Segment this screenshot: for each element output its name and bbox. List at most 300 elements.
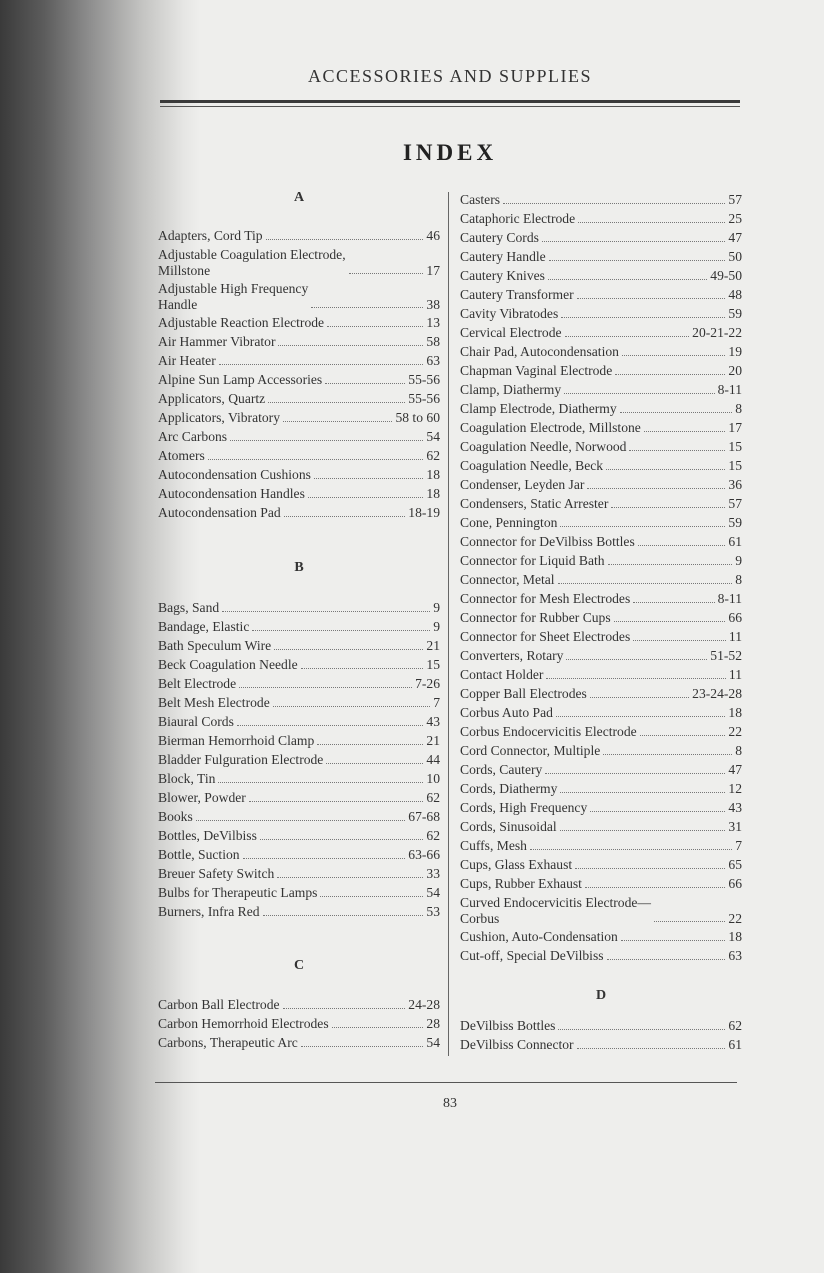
entry-term: Chapman Vaginal Electrode [460, 363, 613, 378]
dot-leader [263, 915, 424, 916]
entry-term: Converters, Rotary [460, 648, 564, 663]
dot-leader [566, 659, 707, 660]
index-entry [158, 674, 440, 693]
entry-page-number: 15 [728, 458, 742, 473]
dot-leader [260, 839, 424, 840]
entry-term: DeVilbiss Connector [460, 1037, 574, 1052]
entry-page-number: 13 [426, 315, 440, 330]
entry-term: Connector for Liquid Bath [460, 553, 605, 568]
index-entry [460, 874, 742, 893]
header-rule-thick [160, 100, 740, 103]
entry-term: Cautery Transformer [460, 287, 574, 302]
entry-page-number: 43 [728, 800, 742, 815]
entry-list [460, 190, 742, 965]
dot-leader [577, 1048, 726, 1049]
entry-page-number: 48 [728, 287, 742, 302]
entry-term: Applicators, Quartz [158, 391, 266, 406]
entry-page-number: 47 [728, 230, 742, 245]
dot-leader [320, 896, 423, 897]
running-head: ACCESSORIES AND SUPPLIES [307, 66, 593, 86]
entry-term: Biaural Cords [158, 714, 234, 729]
entry-term: Alpine Sun Lamp Accessories [158, 372, 323, 387]
index-entry [460, 608, 742, 627]
entry-term: Bladder Fulguration Electrode [158, 752, 324, 767]
entry-page-number: 63 [728, 948, 742, 963]
index-entry [158, 503, 440, 522]
dot-leader [556, 716, 726, 717]
index-entry [158, 750, 440, 769]
dot-leader [277, 877, 423, 878]
index-entry [460, 228, 742, 247]
dot-leader [565, 336, 690, 337]
entry-term: Cords, High Frequency [460, 800, 588, 815]
dot-leader [640, 735, 726, 736]
entry-term: Contact Holder [460, 667, 544, 682]
entry-term: Cataphoric Electrode [460, 211, 576, 226]
entry-page-number: 62 [728, 1018, 742, 1033]
entry-page-number: 22 [728, 724, 742, 739]
index-entry [158, 769, 440, 788]
index-entry [158, 788, 440, 807]
entry-page-number: 57 [728, 192, 742, 207]
dot-leader [615, 374, 725, 375]
entry-term: Adjustable Reaction Electrode [158, 315, 325, 330]
dot-leader [561, 317, 725, 318]
index-entry [158, 826, 440, 845]
dot-leader [578, 222, 725, 223]
index-entry [460, 266, 742, 285]
entry-term: Autocondensation Cushions [158, 467, 311, 482]
entry-page-number: 31 [728, 819, 742, 834]
index-entry [158, 389, 440, 408]
entry-page-number: 57 [728, 496, 742, 511]
entry-term: Condensers, Static Arrester [460, 496, 609, 511]
index-entry [158, 902, 440, 921]
entry-term: Autocondensation Pad [158, 505, 281, 520]
entry-term: Bierman Hemorrhoid Clamp [158, 733, 315, 748]
entry-page-number: 55-56 [408, 391, 440, 406]
entry-page-number: 15 [426, 657, 440, 672]
dot-leader [283, 421, 392, 422]
entry-term: Bags, Sand [158, 600, 220, 615]
entry-page-number: 54 [426, 429, 440, 444]
index-entry [158, 655, 440, 674]
entry-term: Beck Coagulation Needle [158, 657, 298, 672]
entry-term: Carbons, Therapeutic Arc [158, 1035, 298, 1050]
entry-term: Cords, Sinusoidal [460, 819, 557, 834]
index-entry [460, 209, 742, 228]
entry-page-number: 17 [728, 420, 742, 435]
entry-term: Air Hammer Vibrator [158, 334, 276, 349]
index-entry [460, 589, 742, 608]
entry-page-number: 58 to 60 [395, 410, 440, 425]
index-entry [158, 446, 440, 465]
index-entry [460, 532, 742, 551]
index-entry [460, 342, 742, 361]
dot-leader [545, 773, 725, 774]
dot-leader [621, 940, 726, 941]
index-entry [460, 361, 742, 380]
entry-term: Carbon Hemorrhoid Electrodes [158, 1016, 329, 1031]
entry-term: Bottles, DeVilbiss [158, 828, 257, 843]
index-entry [460, 893, 742, 927]
entry-page-number: 8-11 [717, 382, 742, 397]
entry-page-number: 53 [426, 904, 440, 919]
entry-term: Condenser, Leyden Jar [460, 477, 585, 492]
index-entry [158, 731, 440, 750]
entry-term: Arc Carbons [158, 429, 228, 444]
entry-term: Atomers [158, 448, 205, 463]
entry-term: Burners, Infra Red [158, 904, 260, 919]
dot-leader [607, 959, 726, 960]
index-entry [158, 484, 440, 503]
index-entry [158, 864, 440, 883]
entry-term: Breuer Safety Switch [158, 866, 275, 881]
entry-term: Cords, Cautery [460, 762, 543, 777]
index-entry [460, 380, 742, 399]
index-entry [158, 712, 440, 731]
dot-leader [633, 602, 714, 603]
dot-leader [503, 203, 725, 204]
entry-term: Autocondensation Handles [158, 486, 305, 501]
dot-leader [314, 478, 423, 479]
dot-leader [301, 1046, 424, 1047]
entry-term: Connector for Rubber Cups [460, 610, 611, 625]
entry-page-number: 66 [728, 876, 742, 891]
dot-leader [349, 273, 424, 274]
entry-term: Connector, Metal [460, 572, 555, 587]
entry-term: Cavity Vibratodes [460, 306, 559, 321]
section-a [158, 190, 440, 522]
index-entry [158, 226, 440, 245]
dot-leader [577, 298, 726, 299]
index-entry [460, 836, 742, 855]
entry-term: Cushion, Auto-Condensation [460, 929, 618, 944]
entry-page-number: 59 [728, 306, 742, 321]
index-entry [460, 304, 742, 323]
entry-page-number: 43 [426, 714, 440, 729]
entry-page-number: 59 [728, 515, 742, 530]
index-entry [460, 817, 742, 836]
entry-page-number: 54 [426, 885, 440, 900]
index-entry [460, 665, 742, 684]
entry-term: Air Heater [158, 353, 216, 368]
entry-page-number: 38 [426, 297, 440, 312]
entry-term: Bandage, Elastic [158, 619, 250, 634]
dot-leader [311, 307, 423, 308]
entry-page-number: 51-52 [710, 648, 742, 663]
index-entry [460, 551, 742, 570]
dot-leader [301, 668, 424, 669]
entry-term: Clamp, Diathermy [460, 382, 562, 397]
index-entry [460, 247, 742, 266]
entry-term: Carbon Ball Electrode [158, 997, 280, 1012]
index-entry [158, 465, 440, 484]
index-entry [460, 513, 742, 532]
dot-leader [530, 849, 732, 850]
entry-term: Cups, Glass Exhaust [460, 857, 573, 872]
dot-leader [252, 630, 430, 631]
index-entry [460, 646, 742, 665]
index-entry [460, 1035, 742, 1054]
dot-leader [633, 640, 726, 641]
entry-page-number: 49-50 [710, 268, 742, 283]
entry-term: Adjustable High Frequency Handle [158, 281, 309, 312]
entry-term: Belt Electrode [158, 676, 237, 691]
dot-leader [208, 459, 424, 460]
page-number: 83 [443, 1096, 457, 1111]
entry-term: Adapters, Cord Tip [158, 228, 263, 243]
index-entry [460, 779, 742, 798]
entry-term: Cups, Rubber Exhaust [460, 876, 582, 891]
entry-page-number: 62 [426, 790, 440, 805]
entry-term: Casters [460, 192, 501, 207]
entry-term: Bottle, Suction [158, 847, 240, 862]
entry-page-number: 63 [426, 353, 440, 368]
entry-page-number: 62 [426, 828, 440, 843]
entry-page-number: 7-26 [415, 676, 440, 691]
entry-page-number: 21 [426, 733, 440, 748]
index-entry [158, 370, 440, 389]
entry-page-number: 67-68 [408, 809, 440, 824]
entry-page-number: 9 [433, 619, 440, 634]
entry-page-number: 55-56 [408, 372, 440, 387]
entry-page-number: 18 [728, 705, 742, 720]
entry-page-number: 20 [728, 363, 742, 378]
dot-leader [603, 754, 732, 755]
dot-leader [546, 678, 725, 679]
entry-page-number: 18 [728, 929, 742, 944]
entry-term: Books [158, 809, 193, 824]
dot-leader [590, 811, 725, 812]
entry-page-number: 66 [728, 610, 742, 625]
index-entry [460, 927, 742, 946]
entry-term: Connector for Sheet Electrodes [460, 629, 631, 644]
entry-term: Cautery Cords [460, 230, 539, 245]
dot-leader [560, 830, 726, 831]
index-entry [460, 684, 742, 703]
index-entry [460, 456, 742, 475]
entry-term: Connector for DeVilbiss Bottles [460, 534, 635, 549]
dot-leader [268, 402, 405, 403]
section-d [460, 988, 742, 1054]
entry-page-number: 18-19 [408, 505, 440, 520]
entry-term: Curved Endocervicitis Electrode— Corbus [460, 895, 652, 926]
column-divider [448, 192, 449, 1056]
index-entry [460, 475, 742, 494]
index-entry [158, 598, 440, 617]
dot-leader [548, 279, 707, 280]
index-entry [460, 703, 742, 722]
entry-term: Cautery Knives [460, 268, 545, 283]
dot-leader [327, 326, 423, 327]
dot-leader [558, 583, 733, 584]
entry-page-number: 61 [728, 534, 742, 549]
index-entry [460, 418, 742, 437]
entry-page-number: 47 [728, 762, 742, 777]
entry-page-number: 61 [728, 1037, 742, 1052]
index-entry [460, 741, 742, 760]
index-title: INDEX [402, 140, 498, 165]
index-entry [158, 1014, 440, 1033]
index-entry [460, 570, 742, 589]
index-entry [158, 995, 440, 1014]
entry-page-number: 8 [735, 572, 742, 587]
entry-page-number: 7 [735, 838, 742, 853]
dot-leader [266, 239, 424, 240]
dot-leader [622, 355, 725, 356]
index-entry [158, 617, 440, 636]
entry-page-number: 11 [728, 629, 742, 644]
entry-term: Cone, Pennington [460, 515, 558, 530]
dot-leader [218, 782, 423, 783]
entry-page-number: 46 [426, 228, 440, 243]
dot-leader [564, 393, 714, 394]
dot-leader [575, 868, 725, 869]
dot-leader [222, 611, 430, 612]
entry-page-number: 10 [426, 771, 440, 786]
entry-page-number: 8 [735, 743, 742, 758]
index-entry [460, 760, 742, 779]
entry-page-number: 63-66 [408, 847, 440, 862]
entry-term: Cut-off, Special DeVilbiss [460, 948, 604, 963]
index-entry [158, 807, 440, 826]
entry-page-number: 58 [426, 334, 440, 349]
dot-leader [654, 921, 725, 922]
section-b [158, 560, 440, 921]
dot-leader [249, 801, 424, 802]
dot-leader [644, 431, 726, 432]
index-entry [460, 946, 742, 965]
index-entry [460, 437, 742, 456]
entry-term: Cervical Electrode [460, 325, 562, 340]
footer-rule [155, 1082, 737, 1083]
entry-term: Bath Speculum Wire [158, 638, 272, 653]
header-rule-thin [160, 106, 740, 107]
index-entry [460, 1016, 742, 1035]
dot-leader [606, 469, 725, 470]
entry-page-number: 44 [426, 752, 440, 767]
entry-term: Cord Connector, Multiple [460, 743, 601, 758]
entry-page-number: 19 [728, 344, 742, 359]
entry-page-number: 62 [426, 448, 440, 463]
entry-term: Blower, Powder [158, 790, 246, 805]
entry-term: Belt Mesh Electrode [158, 695, 270, 710]
dot-leader [549, 260, 726, 261]
entry-page-number: 22 [728, 911, 742, 926]
index-entry [158, 693, 440, 712]
section-c [158, 958, 440, 1052]
dot-leader [611, 507, 725, 508]
dot-leader [587, 488, 725, 489]
entry-page-number: 15 [728, 439, 742, 454]
entry-page-number: 9 [735, 553, 742, 568]
section-letter: B [294, 560, 304, 575]
index-entry [158, 1033, 440, 1052]
section-c-continued [460, 190, 742, 965]
entry-page-number: 65 [728, 857, 742, 872]
entry-term: Cuffs, Mesh [460, 838, 527, 853]
dot-leader [560, 526, 725, 527]
entry-page-number: 8 [735, 401, 742, 416]
entry-page-number: 12 [728, 781, 742, 796]
dot-leader [325, 383, 405, 384]
dot-leader [243, 858, 406, 859]
entry-term: DeVilbiss Bottles [460, 1018, 556, 1033]
dot-leader [542, 241, 725, 242]
index-entry [460, 855, 742, 874]
dot-leader [614, 621, 726, 622]
dot-leader [273, 706, 430, 707]
index-entry [158, 845, 440, 864]
dot-leader [274, 649, 423, 650]
index-entry [158, 313, 440, 332]
entry-page-number: 50 [728, 249, 742, 264]
index-entry [460, 722, 742, 741]
entry-list [158, 995, 440, 1052]
entry-page-number: 11 [728, 667, 742, 682]
dot-leader [239, 687, 412, 688]
entry-term: Connector for Mesh Electrodes [460, 591, 631, 606]
entry-term: Coagulation Needle, Norwood [460, 439, 627, 454]
dot-leader [196, 820, 406, 821]
index-entry [460, 627, 742, 646]
dot-leader [317, 744, 423, 745]
index-entry [158, 351, 440, 370]
index-entry [158, 636, 440, 655]
entry-term: Clamp Electrode, Diathermy [460, 401, 617, 416]
dot-leader [608, 564, 733, 565]
dot-leader [560, 792, 725, 793]
dot-leader [326, 763, 423, 764]
entry-page-number: 17 [426, 263, 440, 278]
section-letter: C [293, 958, 305, 973]
index-entry [158, 408, 440, 427]
dot-leader [230, 440, 423, 441]
entry-page-number: 54 [426, 1035, 440, 1050]
entry-term: Chair Pad, Autocondensation [460, 344, 619, 359]
dot-leader [237, 725, 424, 726]
entry-term: Cords, Diathermy [460, 781, 558, 796]
index-entry [158, 883, 440, 902]
entry-page-number: 24-28 [408, 997, 440, 1012]
index-entry [460, 323, 742, 342]
entry-term: Cautery Handle [460, 249, 546, 264]
dot-leader [629, 450, 725, 451]
section-letter: D [595, 988, 607, 1003]
entry-term: Block, Tin [158, 771, 216, 786]
entry-page-number: 9 [433, 600, 440, 615]
entry-term: Applicators, Vibratory [158, 410, 281, 425]
index-entry [460, 494, 742, 513]
dot-leader [585, 887, 725, 888]
dot-leader [620, 412, 733, 413]
dot-leader [590, 697, 689, 698]
entry-page-number: 18 [426, 486, 440, 501]
entry-page-number: 25 [728, 211, 742, 226]
entry-page-number: 23-24-28 [692, 686, 742, 701]
index-entry [158, 245, 440, 279]
entry-list [158, 598, 440, 921]
entry-term: Corbus Auto Pad [460, 705, 553, 720]
index-entry [460, 285, 742, 304]
section-letter: A [293, 190, 305, 205]
entry-page-number: 36 [728, 477, 742, 492]
index-entry [460, 399, 742, 418]
dot-leader [638, 545, 726, 546]
dot-leader [219, 364, 424, 365]
dot-leader [283, 1008, 406, 1009]
